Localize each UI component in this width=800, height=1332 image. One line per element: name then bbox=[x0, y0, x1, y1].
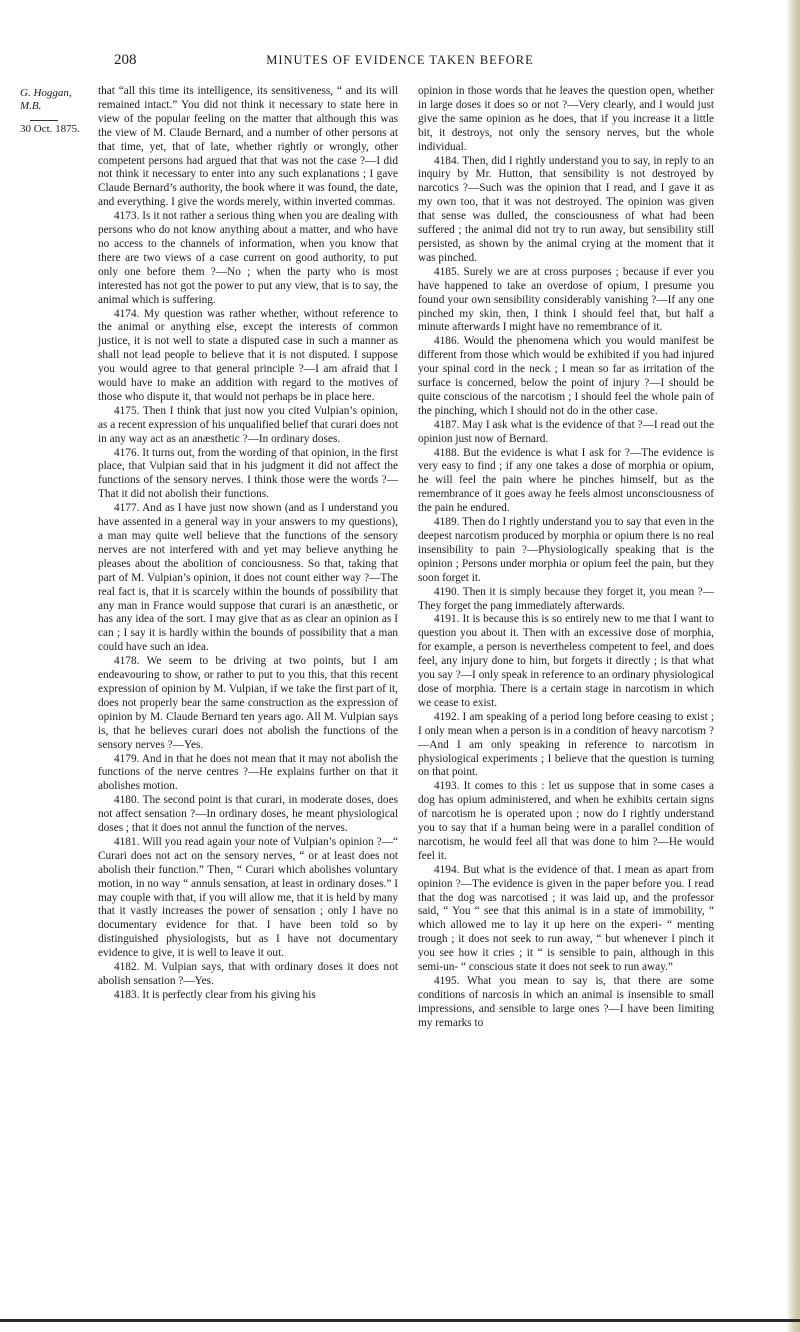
left-column bbox=[98, 85, 398, 1003]
evidence-paragraph: 4187. May I ask what is the evidence of that ?—I read out the opinion just now of Bernard. bbox=[418, 418, 714, 445]
evidence-paragraph: 4195. What you mean to say is, that there are some conditions of narcosis in which an animal is insensible to small impressions, and sensible to large ones ?—I have been limiting my remarks to bbox=[418, 975, 714, 1029]
evidence-paragraph: 4175. Then I think that just now you cited Vulpian’s opinion, as a recent expression of his unqualified belief that curari does not in any way act as an anæsthetic ?—In ordinary doses. bbox=[98, 404, 398, 445]
evidence-paragraph: 4188. But the evidence is what I ask for ?—The evidence is very easy to find ; if any one takes a dose of morphia or opium, he will feel the pain where he pinches himself, but as the remembrance of it goes away he feels almost unconsciousness of the pain he endured. bbox=[418, 446, 714, 515]
witness-date: 30 Oct. 1875. bbox=[20, 123, 80, 135]
evidence-paragraph: 4182. M. Vulpian says, that with ordinary doses it does not abolish sensation ?—Yes. bbox=[98, 961, 398, 987]
evidence-paragraph: 4173. Is it not rather a serious thing when you are dealing with persons who do not know anything about a matter, and who have no access to the channels of information, when you know that there are two views of a case current on good authority, to put only one before them ?—No ; when the party who is most interested has not got the power to put any view, that is to say, the animal which is suffering. bbox=[98, 210, 398, 306]
bottom-rule bbox=[0, 1319, 800, 1322]
evidence-paragraph: 4193. It comes to this : let us suppose that in some cases a dog has opium administered, and when he exhibits certain signs of narcotism he is operated upon ; now do I rightly understand you to say that if a human being were in a parallel condition of narcotism, he would feel all that was done to him ?—He would feel it. bbox=[418, 780, 714, 862]
right-column bbox=[418, 85, 714, 1031]
evidence-paragraph: 4184. Then, did I rightly understand you to say, in reply to an inquiry by Mr. Hutton, that sensibility is not destroyed by narcotics ?—Such was the opinion that I read, and I gave it as my own too, that it was not destroyed. The opinion was given that sense was dulled, the consciousness of what had been suffered ; the animal did not try to run away, but sensibility still persisted, as shown by the animal crying at the moment that it was pinched. bbox=[418, 154, 714, 264]
evidence-paragraph: 4185. Surely we are at cross purposes ; because if ever you have happened to take an overdose of opium, I presume you found your own sensibility considerably vanishing ?—If any one pinched my skin, then, I think I should feel that, but half a minute afterwards I might have no remembrance of it. bbox=[418, 265, 714, 334]
evidence-paragraph: 4186. Would the phenomena which you would manifest be different from those which would be exhibited if you had injured your spinal cord in the neck ; I mean so far as irritation of the surface is concerned, below the point of injury ?—I should be quite conscious of the narcotism ; I should feel the whole pain of the pinching, which I should not do in the other case. bbox=[418, 335, 714, 417]
evidence-paragraph: 4180. The second point is that curari, in moderate doses, does not affect sensation ?—In ordinary doses, he meant physiological doses ; that it does not annul the function of the nerves. bbox=[98, 794, 398, 835]
margin-divider bbox=[30, 120, 58, 121]
running-head: MINUTES OF EVIDENCE TAKEN BEFORE bbox=[266, 53, 534, 67]
evidence-paragraph: 4189. Then do I rightly understand you to say that even in the deepest narcotism produced by morphia or opium there is no real insensibility to pain ?—Physiologically speaking that is the opinion ; Persons under morphia or opium feel the pain, but they soon forget it. bbox=[418, 516, 714, 584]
evidence-paragraph: opinion in those words that he leaves the question open, whether in large doses it does so or not ?—Very clearly, and I would just give the same opinion as he does, that if you increase it a little bit, it destroys, not only the sensory nerves, but the whole individual. bbox=[418, 85, 714, 153]
page-header bbox=[0, 52, 800, 72]
evidence-paragraph: 4194. But what is the evidence of that. I mean as apart from opinion ?—The evidence is given in the paper before you. I read that the dog was narcotised ; it was laid up, and the professor said, “ You “ see that this animal is in a state of immobility, “ which allowed me to lay it up here on the experi- “ menting trough ; it does not seek to run away, “ but whenever I pinch it you see how it cries ; it “ is sensible to pain, although in this semi-un- “ conscious state it does not seek to run away.” bbox=[418, 863, 714, 974]
evidence-paragraph: 4191. It is because this is so entirely new to me that I want to question you about it. Then with an excessive dose of morphia, for example, a person is nevertheless competent to feel, and does feel, any injury done to him, but forgets it directly ; is that what you say ?—I only speak in reference to an ordinary physiological dose of morphia. There is a certain stage in narcotism in which we cease to exist. bbox=[418, 613, 714, 709]
page-edge-shadow bbox=[786, 0, 800, 1332]
evidence-paragraph: 4190. Then it is simply because they forget it, you mean ?—They forget the pang immediately afterwards. bbox=[418, 585, 714, 612]
evidence-paragraph: 4183. It is perfectly clear from his giving his bbox=[114, 988, 316, 1001]
evidence-paragraph: 4177. And as I have just now shown (and as I understand you have assented in a general way in your answers to my questions), a man may quite well believe that the functions of the sensory nerves are not interfered with and yet may believe anything he pleases about the abolition of conciousness. So that, taking that part of M. Vulpian’s opinion, it does not count either way ?—The real fact is, that it is scarcely within the bounds of possibility that any man in France would suppose that curari is an anæsthetic, or has any idea of the sort. I may give that as as clear an opinion as I can ; I say it is hardly within the bounds of possibility that a man could have such an idea. bbox=[98, 502, 398, 654]
margin-note-date bbox=[20, 116, 92, 136]
page-number: 208 bbox=[114, 52, 137, 68]
evidence-paragraph: 4176. It turns out, from the wording of that opinion, in the first place, that Vulpian said that in his judgment it did not affect the functions of the sensory nerves. I think those were the words ?—That it did not abolish their functions. bbox=[98, 446, 398, 501]
evidence-paragraph: 4178. We seem to be driving at two points, but I am endeavouring to show, or rather to put to you this, that this recent expression of opinion by M. Vulpian, if we take the first part of it, does not properly bear the same construction as the expression of opinion by M. Claude Bernard ten years ago. All M. Vulpian says is, that he believes curari does not abolish the functions of the sensory nerves ?—Yes. bbox=[98, 655, 398, 751]
witness-name: G. Hoggan, M.B. bbox=[20, 87, 72, 112]
evidence-paragraph: 4192. I am speaking of a period long before ceasing to exist ; I only mean when a person is in a condition of heavy narcotism ?—And I am only speaking in reference to narcotism in physiological experiments ; I believe that the question is turning on that point. bbox=[418, 710, 714, 779]
evidence-paragraph: 4174. My question was rather whether, without reference to the animal or anything else, except the interests of common justice, it is not well to state a disputed case in such a manner as shall not lead people to believe that it is not disputed. I suppose you would agree to that general principle ?—I am afraid that I would have to make an addition with regard to the motives of those who dispute it, that would not perhaps be in place here. bbox=[98, 307, 398, 403]
evidence-paragraph: that “all this time its intelligence, its sensitiveness, “ and its will remained intact.” You did not think it necessary to state here in view of the popular feeling on the matter that although this was the view of M. Claude Bernard, and a number of other persons at that time, yet, that of late, whether rightly or wrongly, other competent persons had argued that that was not the case ?—I did not think it necessary to enter into any such explanations ; I gave Claude Bernard’s authority, the book where it was found, the date, and everything. I give the words merely, within inverted commas. bbox=[98, 85, 398, 209]
evidence-paragraph: 4181. Will you read again your note of Vulpian’s opinion ?—“ Curari does not act on the sensory nerves, “ or at least does not abolish their function.” Then, “ Curari which abolishes voluntary motion, in no way “ annuls sensation, at least in ordinary doses.” I may couple with that, if you will allow me, that it is held by many that it vastly increases the power of sensation ; only I have no documentary evidence for that. I have been told so by distinguished physiologists, but as I have not documentary evidence to give, it is well to leave it out. bbox=[98, 835, 398, 960]
margin-note-witness bbox=[20, 87, 92, 113]
evidence-paragraph: 4179. And in that he does not mean that it may not abolish the functions of the nerve centres ?—He explains further on that it abolishes motion. bbox=[98, 752, 398, 793]
